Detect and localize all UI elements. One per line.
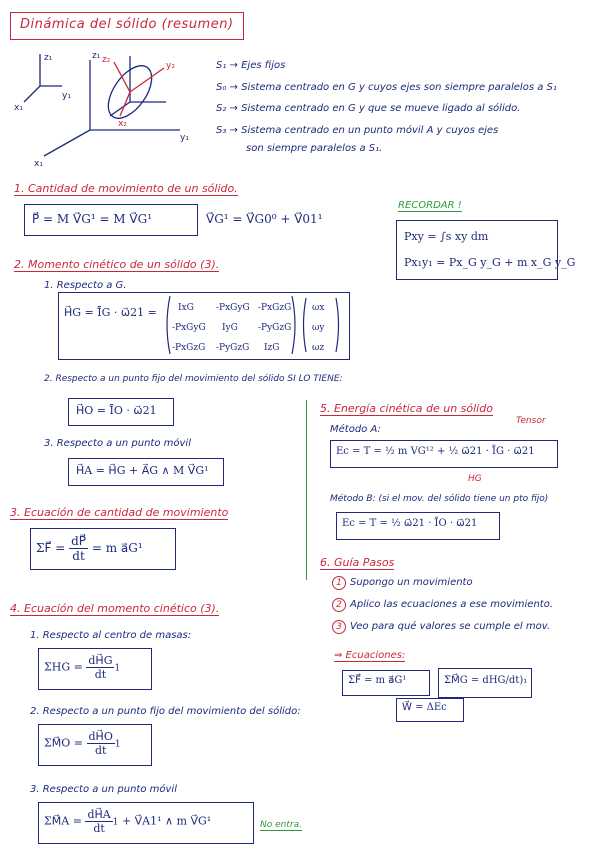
svg-text:x₁: x₁ <box>34 159 43 169</box>
body-axis-y2 <box>130 68 164 92</box>
section4-sub1: 1. Respecto al centro de masas: <box>30 630 192 641</box>
section4-sub3: 3. Respecto a un punto móvil <box>30 784 177 795</box>
vector-cell: ωx <box>312 303 325 313</box>
matrix-cell: -PxGyG <box>216 303 250 313</box>
section1-title: 1. Cantidad de movimiento de un sólido. <box>14 182 238 195</box>
matrix-cell: -PyGzG <box>258 323 292 333</box>
section4-title: 4. Ecuación del momento cinético (3). <box>10 602 220 615</box>
main-axis-x <box>44 130 90 156</box>
recordar-eq1: Pxy = ∫s xy dm <box>404 230 489 243</box>
svg-text:x₂: x₂ <box>118 119 127 129</box>
matrix-cell: -PxGyG <box>172 323 206 333</box>
vector-cell: ωy <box>312 323 325 333</box>
method-a-label: Método A: <box>330 424 381 435</box>
section2-sub1: 1. Respecto a G. <box>44 280 127 291</box>
summary-eq3: W⃗ = ΔEc <box>402 702 447 713</box>
hg-note: HG <box>468 474 482 484</box>
momentum-eq: P⃗ = M V⃗G¹ = M V⃗G¹ <box>32 212 153 226</box>
matrix-cell: -PyGzG <box>216 343 250 353</box>
method-b-label: Método B: (si el mov. del sólido tiene un pto fijo) <box>330 494 549 504</box>
hg-moment-eq: ΣHG = $\frac{dH⃗G}{dt}$ 1 <box>44 654 121 681</box>
summary-eq2: ΣM⃗G = dHG/dt)₁ <box>444 675 528 686</box>
svg-text:z₂: z₂ <box>102 55 111 65</box>
recordar-label: RECORDAR ! <box>398 200 462 211</box>
hg-eq-lhs: H⃗G = Ī̄G · ω⃗21 = <box>64 306 157 319</box>
step-2: 2 Aplico las ecuaciones a ese movimiento. <box>332 598 553 612</box>
no-entra-note: No entra. <box>260 820 302 830</box>
page-title: Dinámica del sólido (resumen) <box>20 17 234 32</box>
recordar-eq2: Px₁y₁ = Px_G y_G + m x_G y_G <box>404 256 576 269</box>
svg-text:z₁: z₁ <box>92 51 101 61</box>
summary-eq1: ΣF⃗ = m a⃗G¹ <box>348 675 407 686</box>
step-1: 1 Supongo un movimiento <box>332 576 473 590</box>
column-divider <box>306 400 307 580</box>
matrix-cell: IzG <box>264 343 280 353</box>
step-3: 3 Veo para qué valores se cumple el mov. <box>332 620 550 634</box>
ha-eq: H⃗A = H⃗G + A⃗G ∧ M V⃗G¹ <box>76 464 209 477</box>
tensor-note: Tensor <box>516 416 546 426</box>
matrix-cell: IxG <box>178 303 194 313</box>
frame-s3-line2: son siempre paralelos a S₁. <box>246 143 383 154</box>
ho-moment-eq: ΣM⃗O = $\frac{dH⃗O}{dt}$ 1 <box>44 730 121 757</box>
frame-s3-line1: S₃ → Sistema centrado en un punto móvil A y cuyos ejes <box>216 125 499 136</box>
force-eq: ΣF⃗ = $\frac{dP⃗}{dt}$ = m a⃗G¹ <box>36 534 143 563</box>
section2-sub2: 2. Respecto a un punto fijo del movimiento del sólido SI LO TIENE: <box>44 374 343 384</box>
section3-title: 3. Ecuación de cantidad de movimiento <box>10 506 229 519</box>
velocity-composition-eq: V⃗G¹ = V⃗G0⁰ + V⃗01¹ <box>206 212 323 226</box>
matrix-cell: -PxGzG <box>172 343 206 353</box>
ecuaciones-label: ⇒ Ecuaciones: <box>334 650 406 661</box>
body-axis-x2 <box>120 92 130 116</box>
inertia-matrix <box>164 294 344 356</box>
section5-title: 5. Energía cinética de un sólido <box>320 402 493 415</box>
axis-label-y: y₁ <box>62 91 71 101</box>
ha-moment-eq: ΣM⃗A = $\frac{dH⃗A}{dt}$ 1 + V⃗A1¹ ∧ m V⃗G¹ <box>44 808 212 835</box>
matrix-cell: IyG <box>222 323 238 333</box>
section2-title: 2. Momento cinético de un sólido (3). <box>14 258 220 271</box>
section4-sub2: 2. Respecto a un punto fijo del movimiento del sólido: <box>30 706 301 717</box>
axis-label-x: x₁ <box>14 103 23 113</box>
svg-text:y₂: y₂ <box>166 61 175 71</box>
ho-eq: H⃗O = Ī̄O · ω⃗21 <box>76 404 157 417</box>
axis-label-z: z₁ <box>44 53 53 63</box>
matrix-cell: -PxGzG <box>258 303 292 313</box>
vector-cell: ωz <box>312 343 325 353</box>
body-axis-z2 <box>114 62 130 92</box>
ec-method-a-eq: Ec = T = ½ m VG¹² + ½ ω⃗21 · Ī̄G · ω⃗21 <box>336 446 535 457</box>
frame-s0: S₀ → Sistema centrado en G y cuyos ejes son siempre paralelos a S₁ <box>216 82 557 93</box>
svg-text:y₁: y₁ <box>180 133 189 143</box>
frame-s1: S₁ → Ejes fijos <box>216 60 286 71</box>
solid-frames-diagram <box>30 50 210 170</box>
recordar-box <box>396 220 558 280</box>
section2-sub3: 3. Respecto a un punto móvil <box>44 438 191 449</box>
frame-s2: S₂ → Sistema centrado en G y que se mueve ligado al sólido. <box>216 103 521 114</box>
section6-title: 6. Guía Pasos <box>320 556 395 569</box>
ec-method-b-eq: Ec = T = ½ ω⃗21 · Ī̄O · ω⃗21 <box>342 518 478 529</box>
